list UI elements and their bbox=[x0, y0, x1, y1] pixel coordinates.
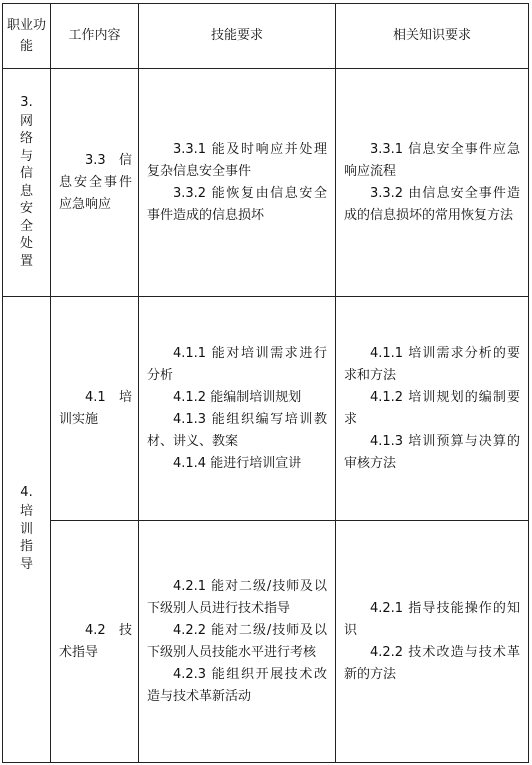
skill-item: 3.3.1 能及时响应并处理复杂信息安全事件 bbox=[147, 141, 327, 179]
function-cell bbox=[3, 297, 51, 763]
knowledge-cell bbox=[336, 521, 529, 763]
knowledge-cell bbox=[336, 297, 529, 521]
header-function: 职业功能 bbox=[3, 4, 51, 69]
knowledge-item: 4.1.2 培训规划的编制要求 bbox=[344, 389, 520, 427]
skills-cell bbox=[139, 69, 336, 297]
function-number: 4. bbox=[20, 485, 33, 501]
table-row bbox=[3, 69, 529, 297]
skill-item: 4.2.3 能组织开展技术改造与技术革新活动 bbox=[147, 666, 327, 704]
knowledge-item: 3.3.1 信息安全事件应急响应流程 bbox=[344, 141, 520, 179]
knowledge-item: 4.2.2 技术改造与技术革新的方法 bbox=[344, 644, 520, 682]
skill-item: 4.2.2 能对二级/技师及以下级别人员技能水平进行考核 bbox=[147, 622, 327, 660]
skill-item: 4.1.3 能组织编写培训教材、讲义、教案 bbox=[147, 411, 327, 449]
header-row bbox=[3, 4, 529, 69]
content-cell bbox=[51, 521, 139, 763]
knowledge-item: 3.3.2 由信息安全事件造成的信息损坏的常用恢复方法 bbox=[344, 185, 520, 223]
skills-cell bbox=[139, 521, 336, 763]
knowledge-item: 4.1.1 培训需求分析的要求和方法 bbox=[344, 345, 520, 383]
skill-item: 4.1.4 能进行培训宣讲 bbox=[173, 455, 302, 471]
header-content: 工作内容 bbox=[51, 4, 139, 69]
knowledge-item: 4.2.1 指导技能操作的知识 bbox=[344, 600, 520, 638]
competency-table bbox=[2, 3, 529, 763]
function-name: 培训指导 bbox=[19, 504, 33, 572]
function-name: 网络与信息安全处置 bbox=[19, 113, 33, 269]
content-cell bbox=[51, 297, 139, 521]
skill-item: 4.1.1 能对培训需求进行分析 bbox=[147, 345, 327, 383]
header-skills: 技能要求 bbox=[139, 4, 336, 69]
function-cell bbox=[3, 69, 51, 297]
content-text: 4.1 培训实施 bbox=[59, 389, 132, 427]
function-number: 3. bbox=[20, 94, 33, 110]
skill-item: 4.2.1 能对二级/技师及以下级别人员进行技术指导 bbox=[147, 578, 327, 616]
knowledge-cell bbox=[336, 69, 529, 297]
content-text: 4.2 技术指导 bbox=[59, 622, 132, 660]
content-cell bbox=[51, 69, 139, 297]
skills-cell bbox=[139, 297, 336, 521]
content-text: 3.3 信息安全事件应急响应 bbox=[59, 152, 132, 212]
skill-item: 3.3.2 能恢复由信息安全事件造成的信息损坏 bbox=[147, 185, 327, 223]
skill-item: 4.1.2 能编制培训规划 bbox=[173, 389, 302, 405]
header-knowledge: 相关知识要求 bbox=[336, 4, 529, 69]
knowledge-item: 4.1.3 培训预算与决算的审核方法 bbox=[344, 433, 520, 471]
table-row bbox=[3, 297, 529, 521]
table-row bbox=[3, 521, 529, 763]
